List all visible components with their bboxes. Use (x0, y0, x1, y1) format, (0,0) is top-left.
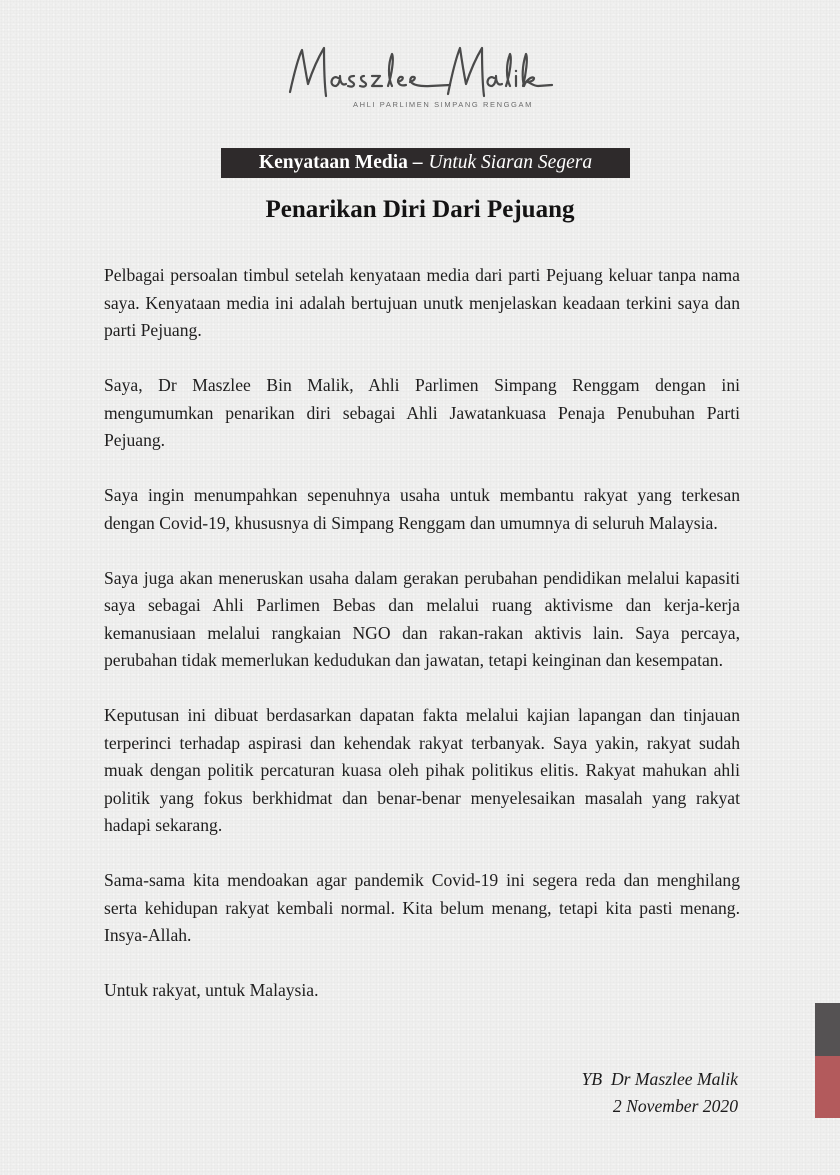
closing-line: Untuk rakyat, untuk Malaysia. (104, 980, 319, 1000)
signature-block (582, 1066, 738, 1120)
edge-tab-dark (815, 1003, 840, 1056)
paragraph: Keputusan ini dibuat berdasarkan dapatan fakta melalui kajian lapangan dan tinjauan terperinci terhadap aspirasi dan kehendak rakyat terbanyak. Saya yakin, rakyat sudah muak dengan politik percaturan kuasa oleh pihak politikus elitis. Rakyat mahukan ahli politik yang fokus berkhidmat dan benar-benar menyelesaikan masalah yang rakyat hadapi sekarang. (104, 705, 740, 835)
document-title: Penarikan Diri Dari Pejuang (265, 196, 575, 223)
paragraph: Sama-sama kita mendoakan agar pandemik Covid-19 ini segera reda dan menghilang serta kehidupan rakyat kembali normal. Kita belum menang, tetapi kita pasti menang. Insya-Allah. (104, 870, 740, 945)
edge-tab-red (815, 1056, 840, 1118)
signature-logo-icon (280, 44, 560, 104)
banner-label: Kenyataan Media – (258, 152, 423, 173)
paragraph: Pelbagai persoalan timbul setelah kenyataan media dari parti Pejuang keluar tanpa nama saya. Kenyataan media ini adalah bertujuan unutk menjelaskan keadaan terkini saya dan parti Pejuang. (104, 265, 740, 340)
paragraph: Saya ingin menumpahkan sepenuhnya usaha untuk membantu rakyat yang terkesan dengan Covid-19, khususnya di Simpang Renggam dan umumnya di seluruh Malaysia. (104, 485, 740, 533)
media-statement-banner (221, 148, 630, 178)
signatory-name: YB Dr Maszlee Malik (581, 1069, 738, 1089)
signature-date: 2 November 2020 (612, 1096, 738, 1116)
paragraph: Saya, Dr Maszlee Bin Malik, Ahli Parlimen Simpang Renggam dengan ini mengumumkan penarikan diri sebagai Ahli Jawatankuasa Penaja Penubuhan Parti Pejuang. (104, 375, 740, 450)
document-body (104, 262, 740, 1032)
signature-logo (280, 44, 560, 114)
banner-sublabel: Untuk Siaran Segera (428, 152, 593, 173)
logo-subtitle: AHLI PARLIMEN SIMPANG RENGGAM (353, 100, 533, 109)
paragraph: Saya juga akan meneruskan usaha dalam gerakan perubahan pendidikan melalui kapasiti saya sebagai Ahli Parlimen Bebas dan melalui ruang aktivisme dan kerja-kerja kemanusiaan melalui rangkaian NGO dan rakan-rakan aktivis lain. Saya percaya, perubahan tidak memerlukan kedudukan dan jawatan, tetapi keinginan dan kesempatan. (104, 567, 740, 670)
